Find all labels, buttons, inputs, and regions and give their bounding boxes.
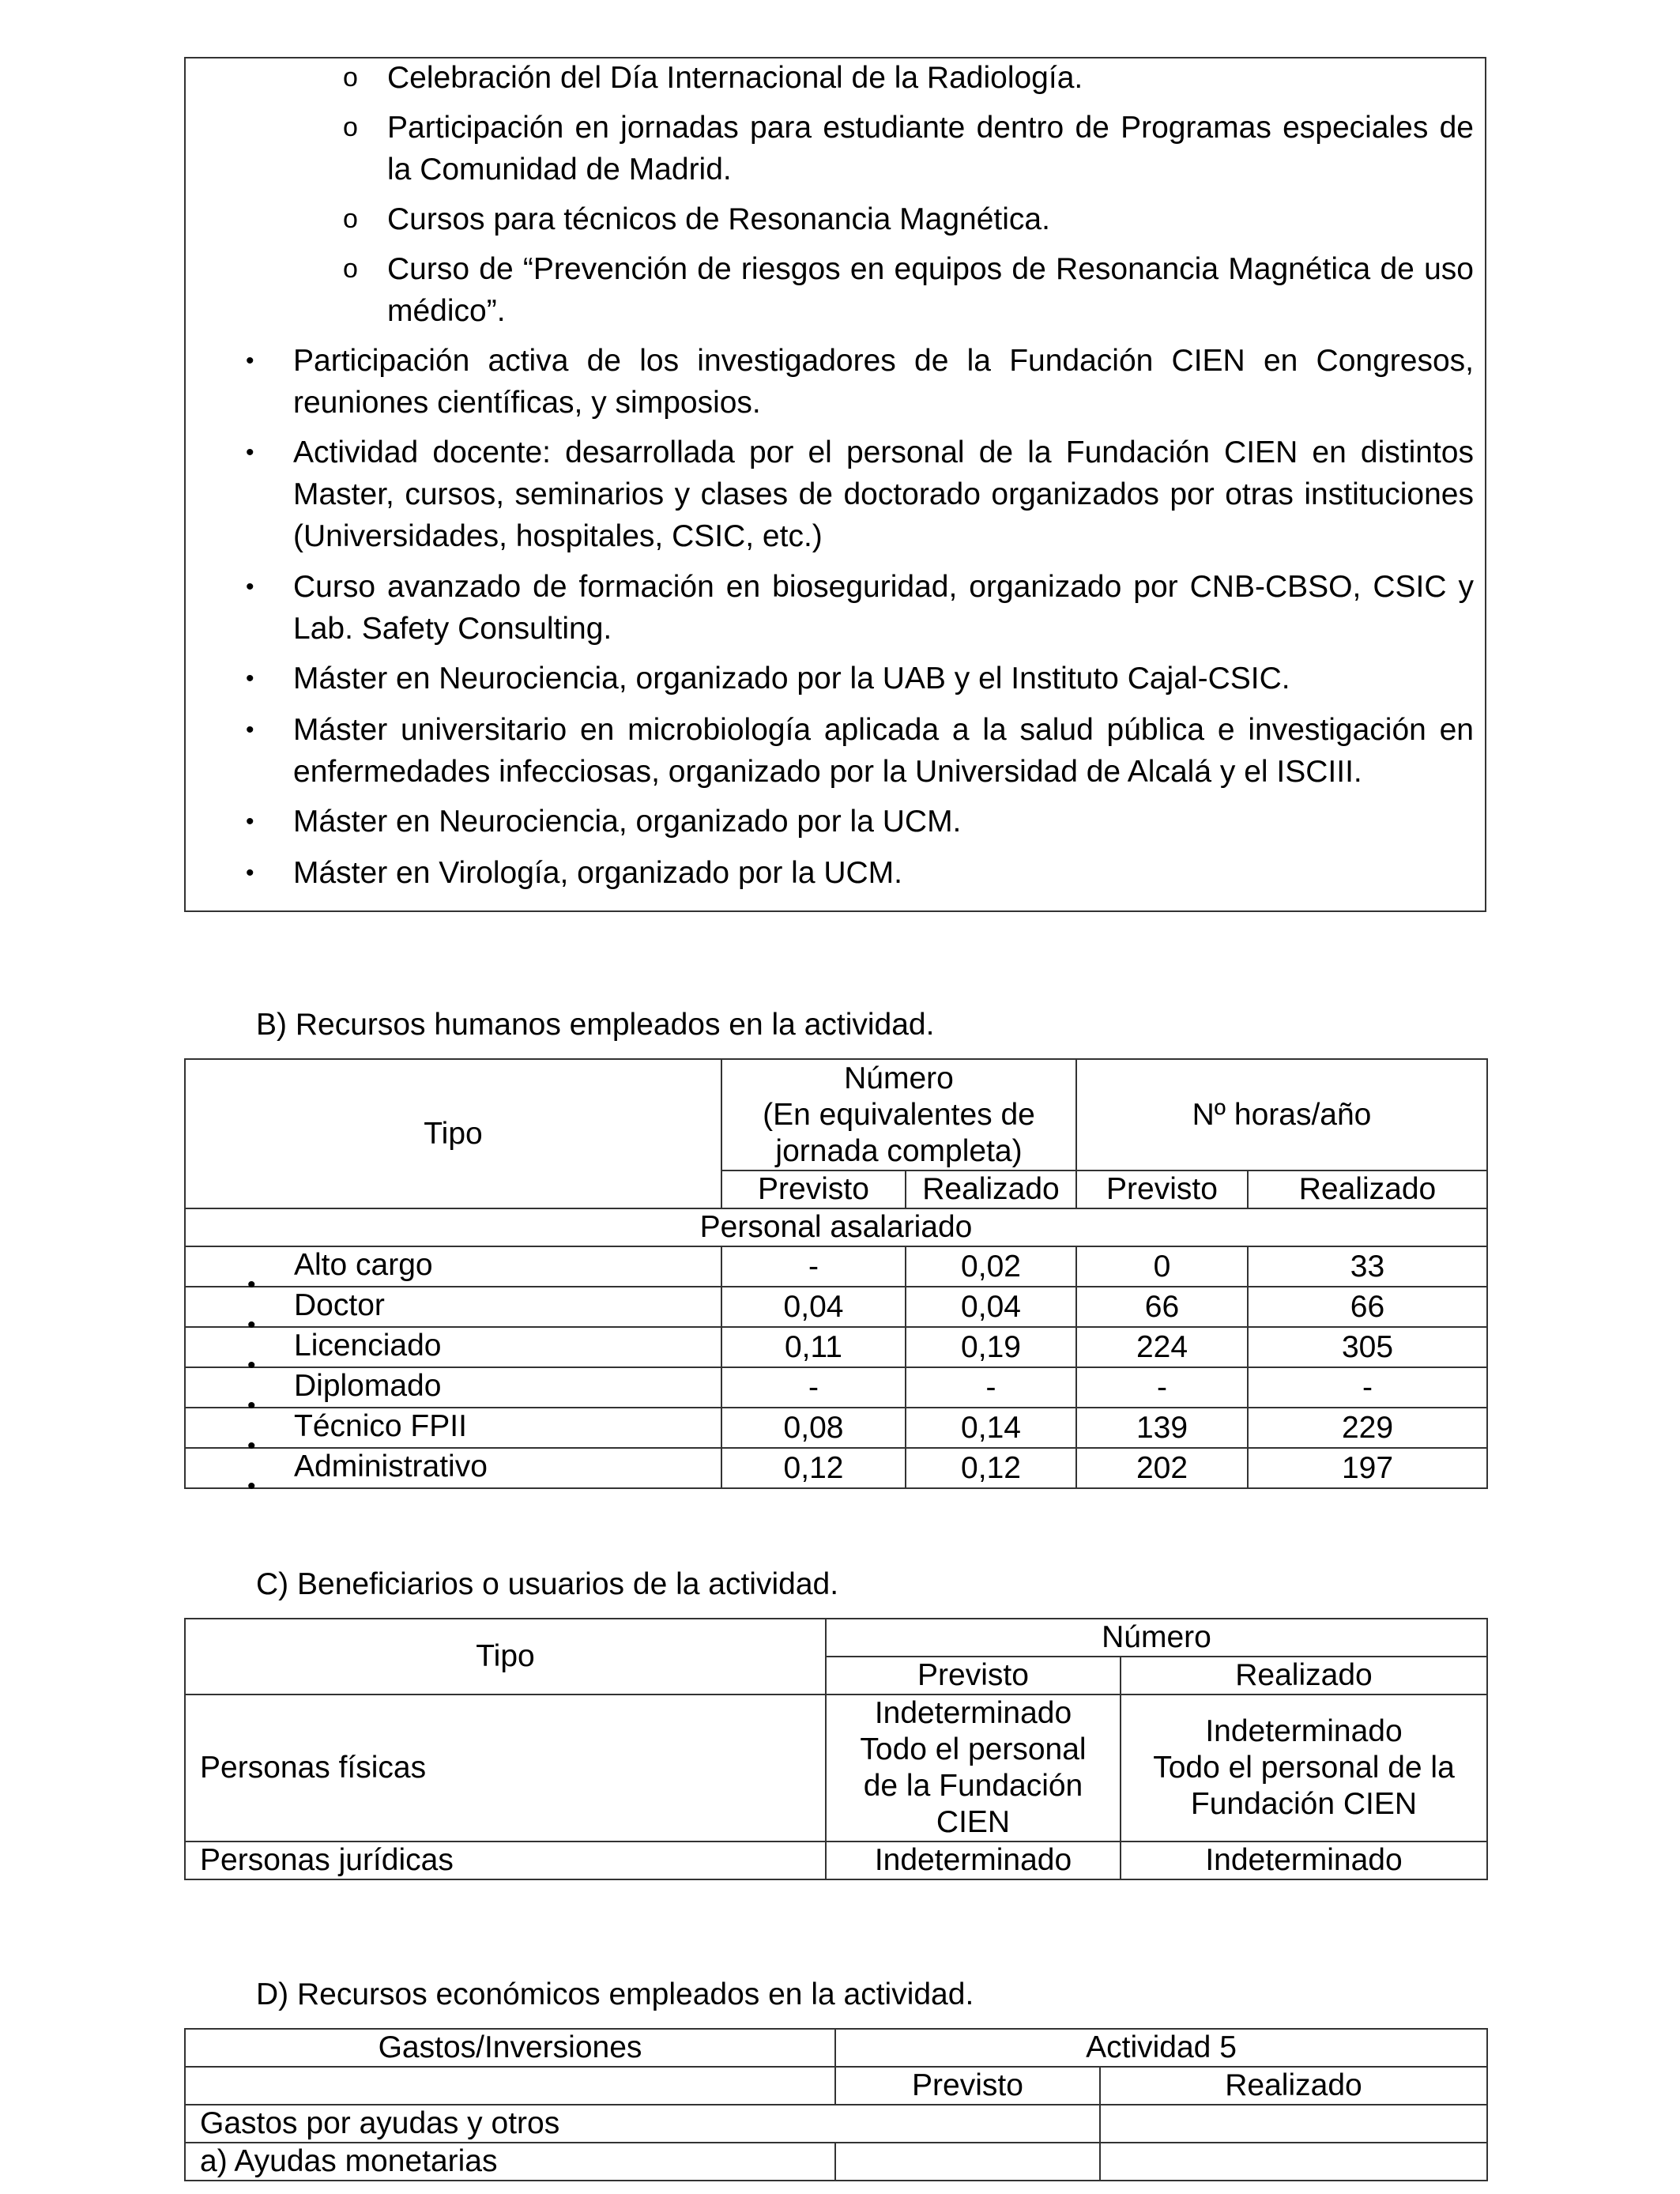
sub-list-item: o Celebración del Día Internacional de la Radiología.: [387, 57, 1474, 99]
table-row: • Diplomado - - - -: [185, 1367, 1487, 1408]
section-d-heading: D) Recursos económicos empleados en la actividad.: [256, 1977, 974, 2011]
bullet-icon: •: [247, 1392, 256, 1419]
bullet-icon: •: [246, 717, 254, 743]
bullet-list-item: • Participación activa de los investigadores de la Fundación CIEN en Congresos, reuniones científicas, y simposios.: [293, 340, 1474, 424]
header-previsto: Previsto: [1076, 1171, 1248, 1208]
bullet-icon: •: [247, 1351, 256, 1378]
circle-bullet-icon: o: [343, 254, 358, 284]
header-realizado: Realizado: [1248, 1171, 1487, 1208]
header-realizado: Realizado: [1121, 1657, 1487, 1695]
table-row: Personas jurídicas Indeterminado Indeterminado: [185, 1842, 1487, 1879]
circle-bullet-icon: o: [343, 204, 358, 234]
header-tipo: Tipo: [185, 1619, 826, 1695]
sub-list-item: o Participación en jornadas para estudiante dentro de Programas especiales de la Comunidad de Madrid.: [387, 107, 1474, 190]
sub-list-item: o Curso de “Prevención de riesgos en equipos de Resonancia Magnética de uso médico”.: [387, 248, 1474, 332]
economic-resources-table: [184, 2028, 1488, 2181]
header-actividad: Actividad 5: [835, 2029, 1487, 2067]
table-row: • Alto cargo - 0,02 0 33: [185, 1246, 1487, 1287]
group-row: Personal asalariado: [185, 1208, 1487, 1246]
header-previsto: Previsto: [835, 2067, 1100, 2105]
header-realizado: Realizado: [906, 1171, 1076, 1208]
header-gastos: Gastos/Inversiones: [185, 2029, 835, 2067]
bullet-icon: •: [246, 860, 254, 886]
bullet-icon: •: [246, 574, 254, 600]
table-row: • Técnico FPII 0,08 0,14 139 229: [185, 1408, 1487, 1448]
section-c-heading: C) Beneficiarios o usuarios de la actividad.: [256, 1567, 839, 1601]
beneficiaries-table: [184, 1618, 1488, 1880]
sub-list-item: o Cursos para técnicos de Resonancia Magnética.: [387, 198, 1474, 240]
header-previsto: Previsto: [721, 1171, 906, 1208]
header-tipo: Tipo: [185, 1059, 721, 1208]
header-previsto: Previsto: [826, 1657, 1121, 1695]
bullet-icon: •: [246, 348, 254, 374]
table-row: • Administrativo 0,12 0,12 202 197: [185, 1448, 1487, 1488]
bullet-list-item: • Máster en Neurociencia, organizado por la UAB y el Instituto Cajal-CSIC.: [293, 658, 1474, 699]
bullet-list-item: • Máster en Virología, organizado por la UCM.: [293, 852, 1474, 894]
bullet-icon: •: [247, 1271, 256, 1298]
human-resources-table: [184, 1058, 1488, 1499]
bullet-icon: •: [246, 665, 254, 692]
circle-bullet-icon: o: [343, 112, 358, 142]
header-numero: Número (En equivalentes de jornada completa): [721, 1059, 1076, 1171]
table-row: Gastos por ayudas y otros: [185, 2105, 1487, 2143]
bullet-icon: •: [247, 1432, 256, 1459]
section-b-heading: B) Recursos humanos empleados en la actividad.: [256, 1008, 935, 1042]
bullet-list-item: • Máster en Neurociencia, organizado por la UCM.: [293, 801, 1474, 843]
header-horas: Nº horas/año: [1076, 1059, 1487, 1171]
bullet-icon: •: [246, 439, 254, 466]
bullet-list-item: • Curso avanzado de formación en bioseguridad, organizado por CNB-CBSO, CSIC y Lab. Safety Consulting.: [293, 566, 1474, 650]
header-realizado: Realizado: [1100, 2067, 1487, 2105]
bullet-icon: •: [246, 809, 254, 835]
header-numero: Número: [826, 1619, 1487, 1657]
bullet-icon: •: [247, 1311, 256, 1338]
table-row: a) Ayudas monetarias: [185, 2143, 1487, 2181]
table-row: Personas físicas Indeterminado Todo el personal de la Fundación CIEN Indeterminado Todo el personal de la Fundación CIEN: [185, 1695, 1487, 1842]
bullet-list-item: • Máster universitario en microbiología aplicada a la salud pública e investigación en enfermedades infecciosas, organizado por la Universidad de Alcalá y el ISCIII.: [293, 709, 1474, 793]
circle-bullet-icon: o: [343, 62, 358, 92]
table-row: • Licenciado 0,11 0,19 224 305: [185, 1327, 1487, 1367]
bullet-list-item: • Actividad docente: desarrollada por el personal de la Fundación CIEN en distintos Master, cursos, seminarios y clases de doctorado organizados por otras instituciones (Universidades, hospitales, CSIC, etc.): [293, 432, 1474, 557]
table-row: • Doctor 0,04 0,04 66 66: [185, 1287, 1487, 1327]
bullet-icon: •: [247, 1472, 256, 1499]
